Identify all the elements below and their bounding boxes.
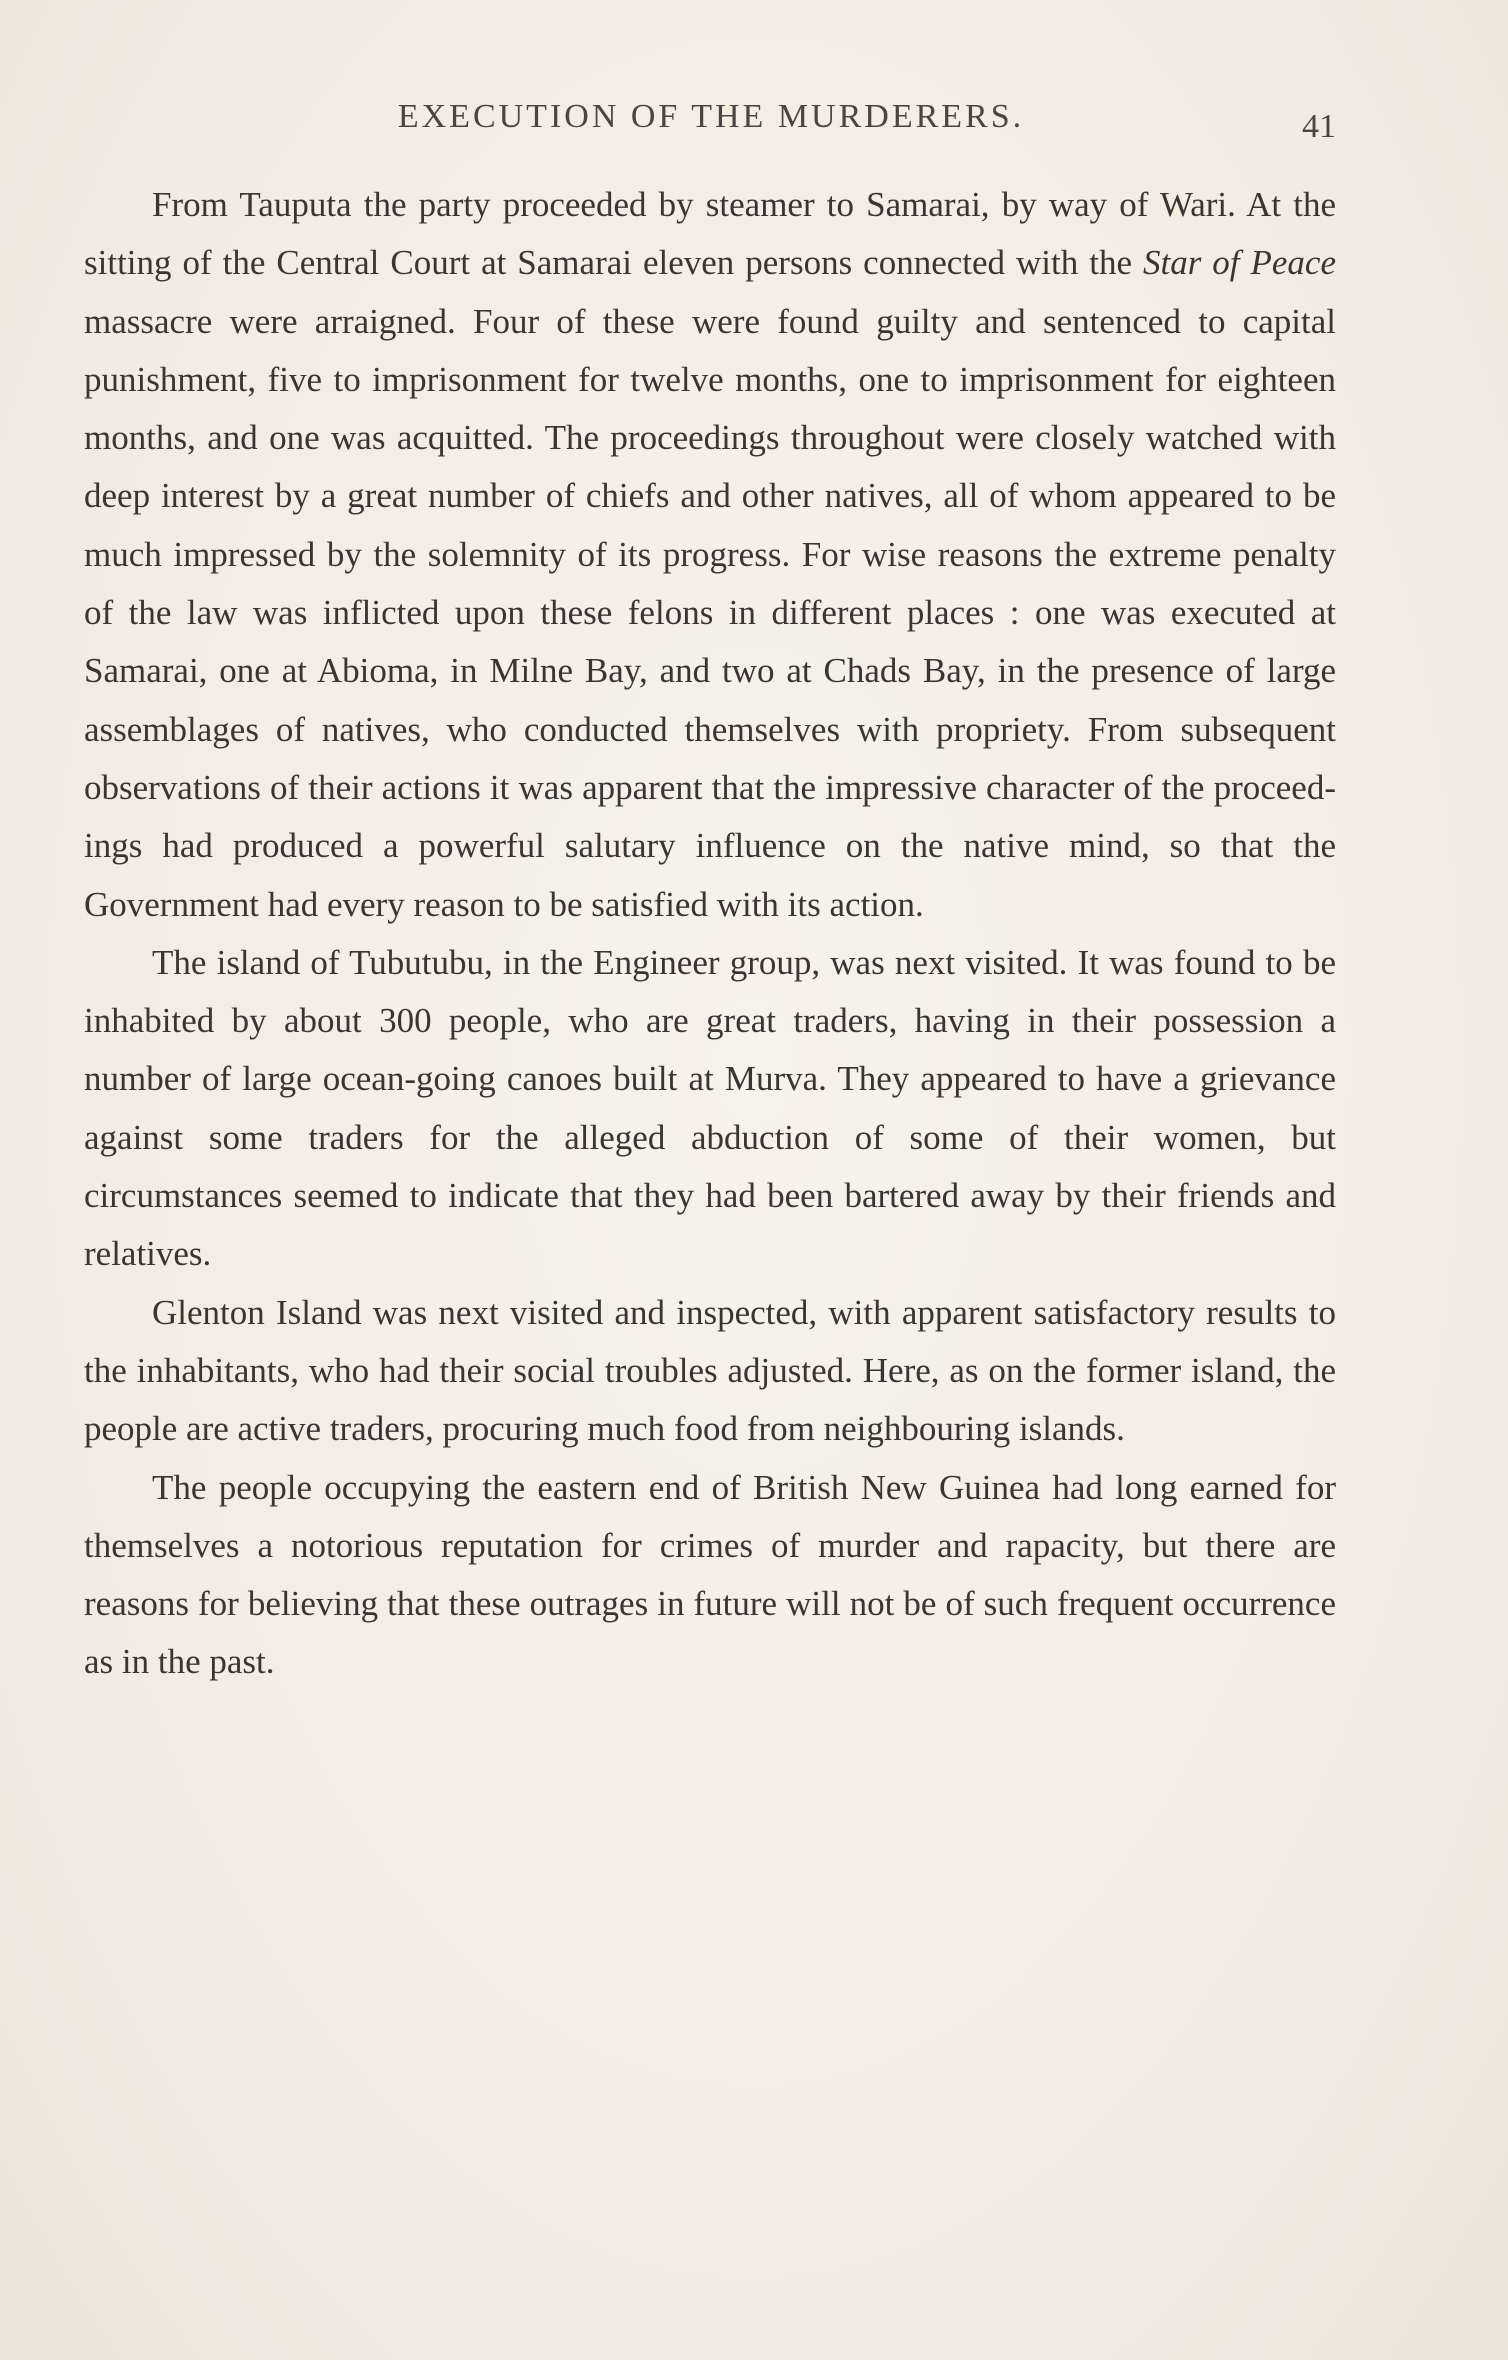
paragraph-central-court bbox=[84, 176, 1336, 934]
paragraph-text: From Tauputa the party proceeded by steamer to Samarai, by way of Wari. At the sitting of the Central Court at Samarai eleven persons connected with the bbox=[84, 185, 1336, 283]
page-header bbox=[86, 98, 1336, 148]
paragraph-eastern-end: The people occupying the eastern end of British New Guinea had long earned for themselves a notorious reputation for crimes of murder and rapacity, but there are reasons for believing that these outrages in future will not be of such frequent occurrence as in the past. bbox=[84, 1467, 1336, 1682]
ship-name-italic: Star of Peace bbox=[1142, 243, 1336, 283]
page-number: 41 bbox=[1302, 108, 1336, 145]
paragraph-glenton-island: Glenton Island was next visited and inspected, with apparent satisfactory results to the inhabitants, who had their social troubles adjusted. Here, as on the former island, the people are active traders, procuring much food from neighbouring islands. bbox=[84, 1292, 1336, 1449]
running-head: EXECUTION OF THE MURDERERS. bbox=[397, 98, 1025, 135]
paragraph-text: massacre were arraigned. Four of these were found guilty and sentenced to capital punishment, five to imprisonment for twelve months, one to imprisonment for eighteen months, and one was acquitted. The proceedings throughout were closely watched with deep interest by a great number of chiefs and other natives, all of whom appeared to be much impressed by the solemnity of its progress. For wise reasons the extreme penalty of the law was inflicted upon these felons in different places : one was executed at Samarai, one at Abioma, in Milne Bay, and two at Chads Bay, in the presence of large assemblages of natives, who conducted themselves with propriety. From subsequent observations of their actions it was apparent that the impressive character of the proceedings had produced a powerful salutary influence on the native mind, so that the Government had every reason to be satisfied with its action. bbox=[84, 301, 1336, 924]
body-text bbox=[84, 176, 1336, 1692]
paragraph-tubutubu: The island of Tubutubu, in the Engineer group, was next visited. It was found to be inhabited by about 300 people, who are great traders, having in their possession a number of large ocean-going canoes built at Murva. They appeared to have a grievance against some traders for the alleged abduction of some of their women, but circumstances seemed to indicate that they had been bartered away by their friends and relatives. bbox=[84, 942, 1336, 1274]
